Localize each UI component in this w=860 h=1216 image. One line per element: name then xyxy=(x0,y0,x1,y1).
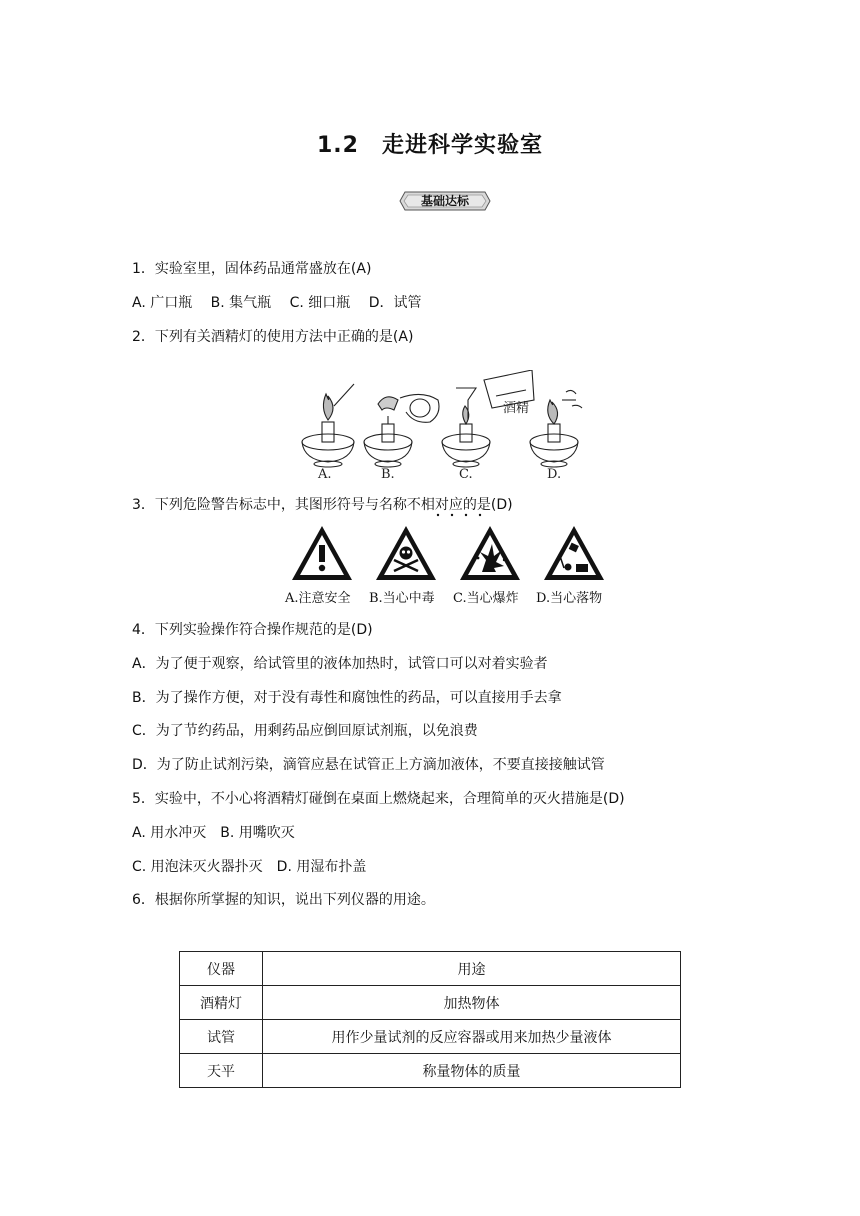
question-5-options-line-1: A. 用水冲灭 B. 用嘴吹灭 xyxy=(132,825,295,841)
hazard-signs-figure xyxy=(282,520,612,610)
question-1-stem: 1．实验室里，固体药品通常盛放在(A) xyxy=(132,261,372,277)
question-4-option-c: C．为了节约药品，用剩药品应倒回原试剂瓶，以免浪费 xyxy=(132,723,478,739)
figure-label-b: B. xyxy=(381,467,395,482)
figure-label-a: A. xyxy=(318,467,332,482)
sign-label-c: C.当心爆炸 xyxy=(453,591,519,606)
explosion-sign-icon xyxy=(460,526,520,580)
lamp-a-icon xyxy=(302,384,354,467)
caution-sign-icon xyxy=(292,526,352,580)
alcohol-lamp-figure xyxy=(296,370,586,482)
question-4-stem: 4．下列实验操作符合操作规范的是(D) xyxy=(132,622,373,638)
question-4-option-d: D．为了防止试剂污染，滴管应悬在试管正上方滴加液体，不要直接接触试管 xyxy=(132,757,605,773)
question-2-stem: 2．下列有关酒精灯的使用方法中正确的是(A) xyxy=(132,329,414,345)
table-header-row xyxy=(180,952,681,986)
table-header-cell: 仪器 xyxy=(180,952,263,986)
lamp-c-icon xyxy=(442,370,534,467)
table-header-cell: 用途 xyxy=(263,952,681,986)
question-4-option-a: A．为了便于观察，给试管里的液体加热时，试管口可以对着实验者 xyxy=(132,656,548,672)
sign-label-b: B.当心中毒 xyxy=(369,591,435,606)
section-badge xyxy=(399,190,491,212)
table-cell: 试管 xyxy=(180,1020,263,1054)
lamp-b-icon xyxy=(364,394,439,467)
page-title: 1.2 走进科学实验室 xyxy=(317,133,543,158)
sign-label-a: A.注意安全 xyxy=(285,591,351,606)
bottle-label: 酒精 xyxy=(503,401,530,416)
table-cell: 用作少量试剂的反应容器或用来加热少量液体 xyxy=(263,1020,681,1054)
figure-label-c: C. xyxy=(459,467,473,482)
emphasis-dots xyxy=(434,512,486,518)
table-cell: 加热物体 xyxy=(263,986,681,1020)
question-4-option-b: B．为了操作方便，对于没有毒性和腐蚀性的药品，可以直接用手去拿 xyxy=(132,690,562,706)
question-6-stem: 6．根据你所掌握的知识，说出下列仪器的用途。 xyxy=(132,892,435,908)
question-5-stem: 5．实验中，不小心将酒精灯碰倒在桌面上燃烧起来，合理简单的灭火措施是(D) xyxy=(132,791,625,807)
instrument-uses-table xyxy=(179,951,681,1088)
lamp-d-icon xyxy=(530,390,582,467)
falling-objects-sign-icon xyxy=(544,526,604,580)
sign-label-d: D.当心落物 xyxy=(536,591,603,606)
poison-sign-icon xyxy=(376,526,436,580)
table-cell: 称量物体的质量 xyxy=(263,1054,681,1088)
table-cell: 酒精灯 xyxy=(180,986,263,1020)
section-badge-label: 基础达标 xyxy=(420,194,469,208)
table-row xyxy=(180,986,681,1020)
table-row xyxy=(180,1054,681,1088)
question-3-stem: 3．下列危险警告标志中，其图形符号与名称不相对应的是(D) xyxy=(132,497,513,513)
table-cell: 天平 xyxy=(180,1054,263,1088)
question-1-options: A. 广口瓶 B. 集气瓶 C. 细口瓶 D．试管 xyxy=(132,295,422,311)
figure-label-d: D. xyxy=(547,467,562,482)
question-5-options-line-2: C. 用泡沫灭火器扑灭 D. 用湿布扑盖 xyxy=(132,859,367,875)
table-row xyxy=(180,1020,681,1054)
